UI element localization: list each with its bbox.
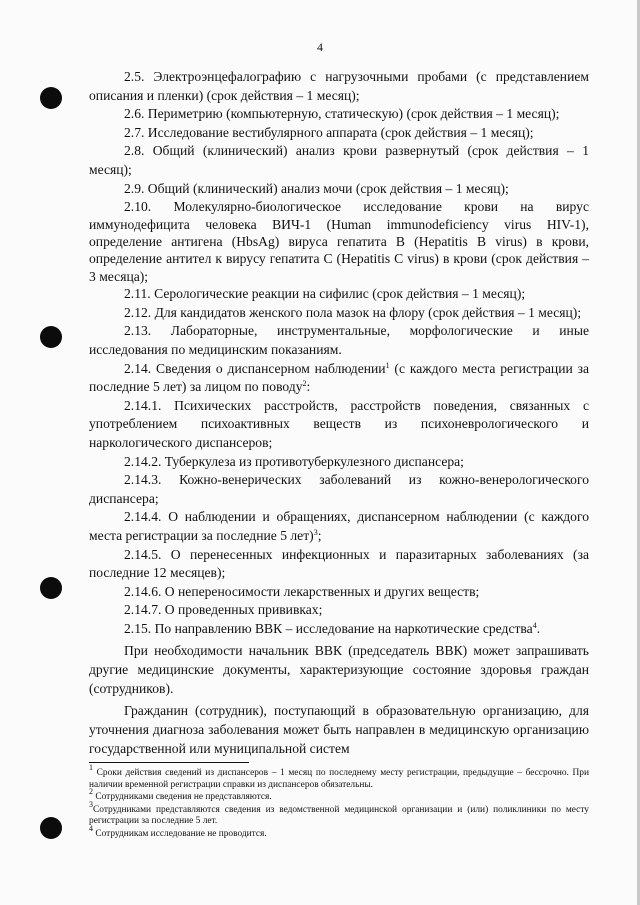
binder-hole-icon bbox=[40, 577, 62, 599]
binder-hole-icon bbox=[40, 817, 62, 839]
paragraph-2-9: 2.9. Общий (клинический) анализ мочи (срок действия – 1 месяц); bbox=[124, 180, 509, 196]
paragraph-2-10: 2.10. Молекулярно-биологическое исследование крови на вирус иммунодефицита человека ВИЧ-1 (Human immunodeficiency virus HIV-1), определение антигена (HbsAg) вируса гепатита B (Hepatitis B virus) в крови, определение антител к вирусу гепатита C (Hepatitis C virus) в крови (срок действия – 3 месяца); bbox=[89, 199, 589, 284]
subitem-2-14-6: 2.14.6. О непереносимости лекарственных и других веществ; bbox=[124, 583, 480, 599]
paragraph-closing-1: При необходимости начальник ВВК (председатель ВВК) может запрашивать другие медицинские документы, характеризующие состояние здоровья граждан (сотрудников). bbox=[89, 643, 589, 697]
subitem-2-14-7: 2.14.7. О проведенных прививках; bbox=[124, 602, 323, 618]
page-number: 4 bbox=[317, 40, 323, 54]
paragraph-2-12: 2.12. Для кандидатов женского пола мазок на флору (срок действия – 1 месяц); bbox=[124, 304, 582, 320]
paragraph-2-14: 2.14. Сведения о диспансерном наблюдении$^1$ (с каждого места регистрации за последние 5 лет) за лицом по поводу$^2$: bbox=[89, 360, 589, 395]
document-body bbox=[89, 68, 589, 758]
paragraph-2-13: 2.13. Лабораторные, инструментальные, морфологические и иные исследования по медицинским показаниям. bbox=[89, 323, 589, 357]
footnote-ref-2: 2 bbox=[302, 379, 307, 389]
paragraph-2-15: 2.15. По направлению ВВК – исследование на наркотические средства$^4$. bbox=[124, 620, 541, 636]
paragraph-2-5: 2.5. Электроэнцефалографию с нагрузочными пробами (с представлением описания и пленки) (срок действия – 1 месяц); bbox=[89, 69, 589, 103]
footnote-3: $^3$Сотрудниками представляются сведения из ведомственной медицинской организации и (или) поликлиники по месту регистрации за последние 5 лет. bbox=[89, 799, 589, 827]
subitem-2-14-2: 2.14.2. Туберкулеза из противотуберкулезного диспансера; bbox=[124, 453, 464, 469]
subitem-2-14-5: 2.14.5. О перенесенных инфекционных и паразитарных заболеваниях (за последние 12 месяцев); bbox=[89, 546, 589, 581]
subitem-2-14-4: 2.14.4. О наблюдении и обращениях, диспансерном наблюдении (с каждого места регистрации за последние 5 лет)$^3$; bbox=[89, 509, 590, 543]
footnote-divider bbox=[89, 762, 249, 763]
paragraph-2-6: 2.6. Периметрию (компьютерную, статическую) (срок действия – 1 месяц); bbox=[124, 106, 560, 122]
binder-hole-icon bbox=[40, 326, 62, 348]
paragraph-closing-2: Гражданин (сотрудник), поступающий в образовательную организацию, для уточнения диагноза заболевания может быть направлен в медицинскую организацию государственной или муниципальной систем bbox=[89, 703, 589, 757]
subitem-2-14-3: 2.14.3. Кожно-венерических заболеваний из кожно-венерологического диспансера; bbox=[89, 472, 589, 506]
paragraph-2-11: 2.11. Серологические реакции на сифилис (срок действия – 1 месяц); bbox=[124, 286, 526, 302]
paragraph-2-8: 2.8. Общий (клинический) анализ крови развернутый (срок действия – 1 месяц); bbox=[89, 143, 589, 177]
subitem-2-14-1: 2.14.1. Психических расстройств, расстройств поведения, связанных с употреблением психоактивных веществ из психоневрологического и наркологического диспансеров; bbox=[89, 397, 589, 450]
footnote-ref-3: 3 bbox=[313, 527, 318, 537]
footnote-1: $^1$ Сроки действия сведений из диспансеров – 1 месяц по последнему месту регистрации, предыдущие – бессрочно. При наличии временной регистрации справки из диспансеров обязательны. bbox=[89, 763, 589, 790]
footnote-ref-1: 1 bbox=[385, 360, 390, 370]
footnote-2: $^2$ Сотрудниками сведения не представляются. bbox=[89, 787, 272, 803]
binder-hole-icon bbox=[40, 87, 62, 109]
footnote-4: $^4$ Сотрудникам исследование не проводится. bbox=[89, 823, 267, 839]
footnotes bbox=[89, 762, 589, 842]
paragraph-2-7: 2.7. Исследование вестибулярного аппарата (срок действия – 1 месяц); bbox=[124, 124, 534, 140]
footnote-ref-4: 4 bbox=[532, 620, 537, 630]
